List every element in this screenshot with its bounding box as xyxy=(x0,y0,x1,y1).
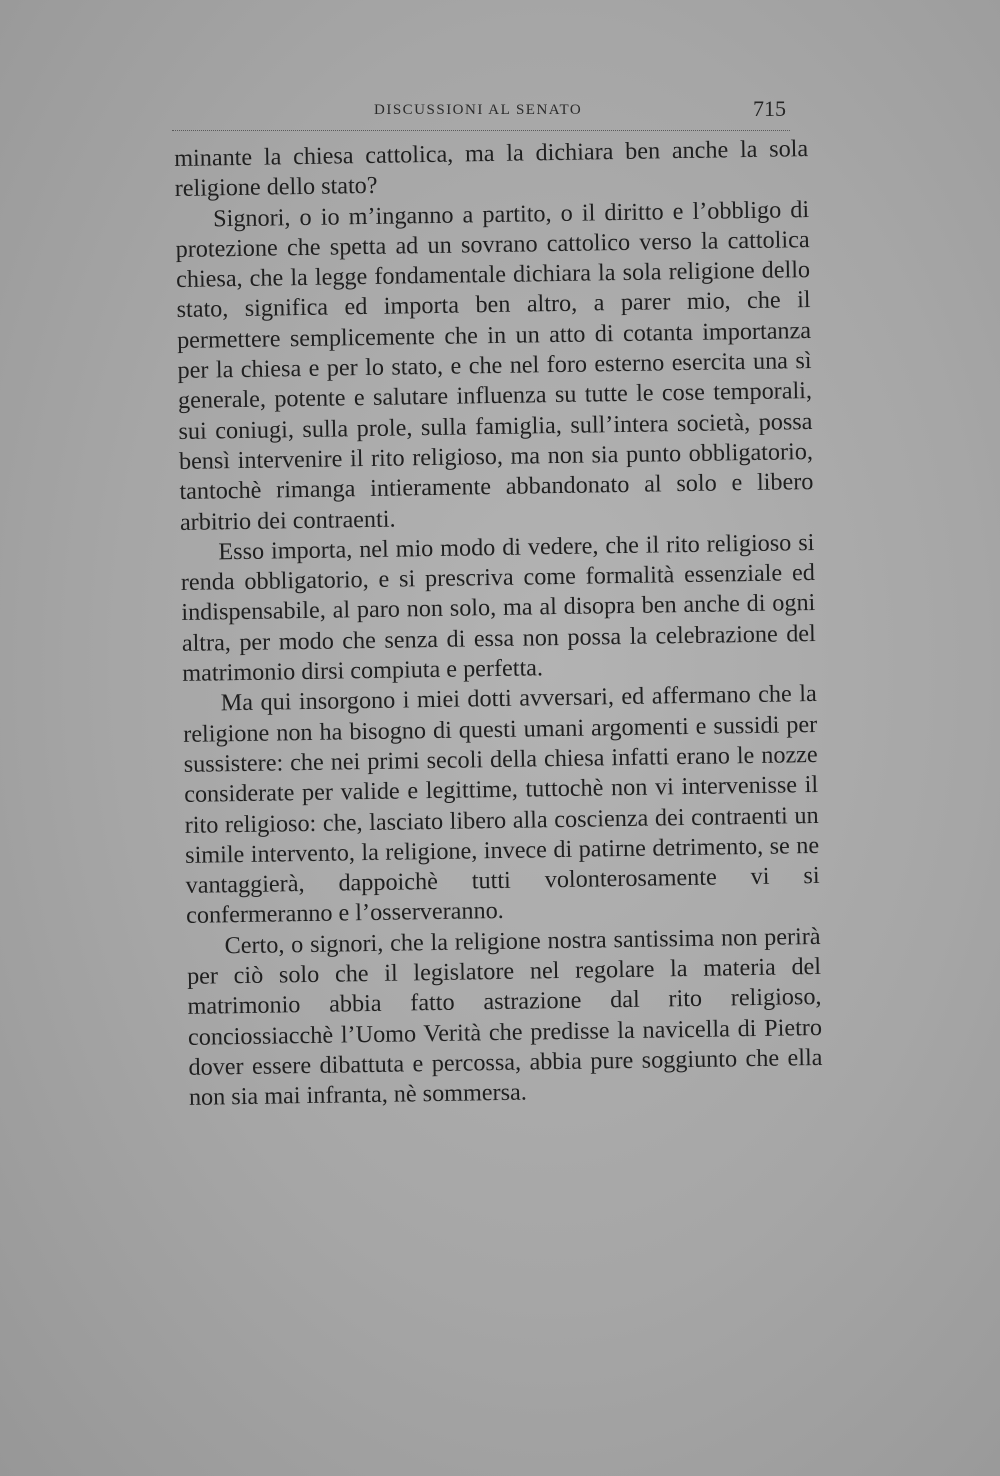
paragraph: Certo, o signori, che la religione nostra santissima non perirà per ciò solo che il legislatore nel regolare la materia del matrimonio abbia fatto astrazione dal rito religioso, conciossiacchè l’Uomo Verità che predisse la navicella di Pietro dover essere dibattuta e percossa, abbia pure soggiunto che ella non sia mai infranta, nè sommersa. xyxy=(186,922,823,1112)
page-number: 715 xyxy=(753,96,786,121)
header-rule xyxy=(172,130,790,131)
body-text xyxy=(174,134,823,1113)
paragraph: Ma qui insorgono i miei dotti avversari, ed affermano che la religione non ha bisogno di questi umani argomenti e sussidi per sussistere: che nei primi secoli della chiesa infatti erano le nozze considerate per valide e legittime, tuttochè non vi intervenisse il rito religioso: che, lasciato libero alla coscienza dei contraenti un simile intervento, la religione, invece di patirne detrimento, se ne vantaggierà, dappoichè tutti volonterosamente vi si confermeranno e l’osserveranno. xyxy=(183,680,820,930)
paragraph-continued: minante la chiesa cattolica, ma la dichiara ben anche la sola religione dello stato? xyxy=(174,135,809,203)
paragraph: Esso importa, nel mio modo di vedere, che il rito religioso si renda obbligatorio, e si prescriva come formalità essenziale ed indispensabile, al paro non solo, ma al disopra ben anche di ogni altra, per modo che senza di essa non possa la celebrazione del matrimonio dirsi compiuta e perfetta. xyxy=(180,528,816,687)
running-head: DISCUSSIONI AL SENATO xyxy=(374,102,583,118)
page-header xyxy=(172,96,792,130)
paragraph: Signori, o io m’inganno a partito, o il diritto e l’obbligo di protezione che spetta ad un sovrano cattolico verso la cattolica chiesa, che la legge fondamentale dichiara la sola religione dello stato, significa ed importa ben altro, a parer mio, che il permettere semplicemente che in un atto di cotanta importanza per la chiesa e per lo stato, e che nel foro esterno esercita una sì generale, potente e salutare influenza su tutte le cose temporali, sui coniugi, sulla prole, sulla famiglia, sull’intera società, possa bensì intervenire il rito religioso, ma non sia punto obbligatorio, tantochè rimanga intieramente abbandonato al solo e libero arbitrio dei contraenti. xyxy=(175,195,814,536)
